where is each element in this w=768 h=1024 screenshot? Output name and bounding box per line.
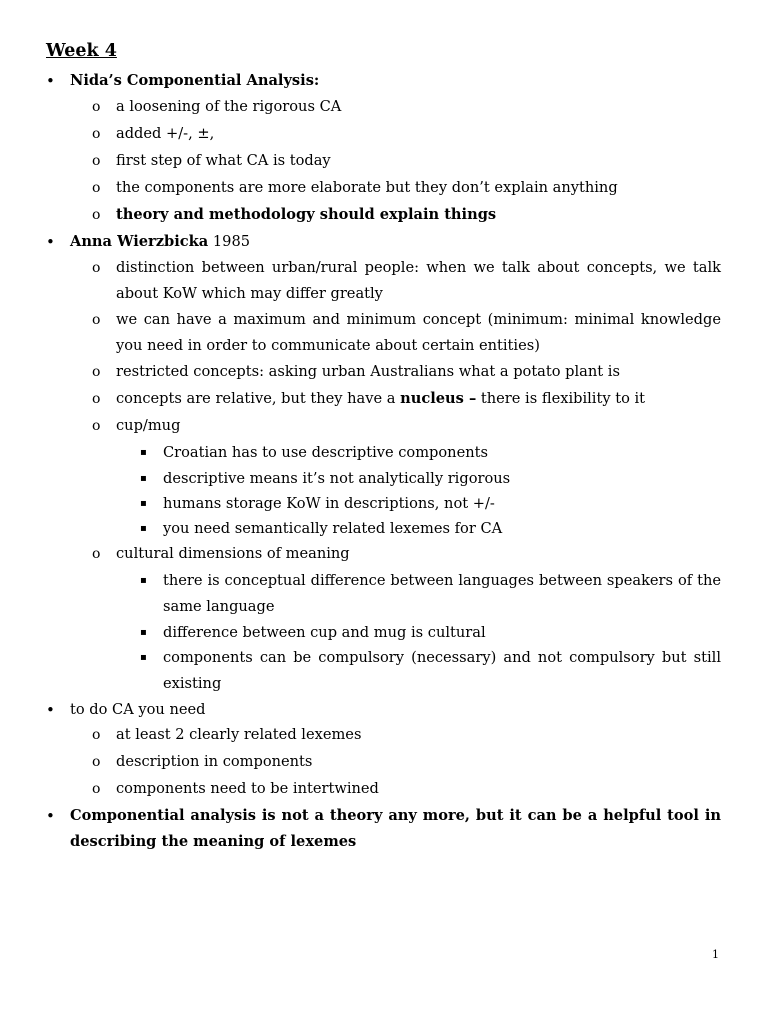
list-item: cultural dimensions of meaning bbox=[116, 545, 350, 562]
list-item: at least 2 clearly related lexemes bbox=[116, 726, 362, 743]
bullet-marker: • bbox=[46, 701, 55, 719]
subbullet-marker: o bbox=[92, 153, 101, 169]
text-before: concepts are relative, but they have a bbox=[116, 390, 401, 407]
square-bullet-marker: ▪ bbox=[140, 447, 147, 458]
square-bullet-marker: ▪ bbox=[140, 627, 147, 638]
list-item: added +/-, ±, bbox=[116, 125, 215, 142]
subbullet-marker: o bbox=[92, 754, 101, 770]
subbullet-marker: o bbox=[92, 391, 101, 407]
list-item: distinction between urban/rural people: when we talk about concepts, we talk about KoW which may differ greatly bbox=[116, 259, 721, 302]
list-item: you need semantically related lexemes for CA bbox=[163, 520, 503, 537]
list-item: humans storage KoW in descriptions, not +/- bbox=[163, 495, 495, 512]
nida-colon: : bbox=[313, 72, 320, 89]
square-bullet-marker: ▪ bbox=[140, 575, 147, 586]
nucleus-term: nucleus – bbox=[400, 390, 477, 407]
subbullet-marker: o bbox=[92, 99, 101, 115]
subbullet-marker: o bbox=[92, 418, 101, 434]
square-bullet-marker: ▪ bbox=[140, 498, 147, 509]
list-item: we can have a maximum and minimum concept (minimum: minimal knowledge you need in order to communicate about certain entities) bbox=[116, 311, 721, 354]
list-item-anna bbox=[70, 229, 721, 255]
subbullet-marker: o bbox=[92, 312, 101, 328]
subbullet-marker: o bbox=[92, 207, 101, 223]
subbullet-marker: o bbox=[92, 260, 101, 276]
bullet-marker: • bbox=[46, 72, 55, 90]
list-item: first step of what CA is today bbox=[116, 152, 331, 169]
subbullet-marker: o bbox=[92, 546, 101, 562]
list-item: Croatian has to use descriptive components bbox=[163, 444, 488, 461]
nida-label: Nida’s Componential Analysis bbox=[70, 72, 314, 89]
list-item: there is conceptual difference between languages between speakers of the same language bbox=[163, 572, 721, 615]
subbullet-marker: o bbox=[92, 781, 101, 797]
page-heading: Week 4 bbox=[46, 41, 117, 61]
page-number: 1 bbox=[712, 948, 719, 961]
list-item: components can be compulsory (necessary) and not compulsory but still existing bbox=[163, 649, 721, 692]
list-item: restricted concepts: asking urban Australians what a potato plant is bbox=[116, 363, 620, 380]
list-item-nucleus bbox=[116, 386, 721, 412]
list-item-conclusion: Componential analysis is not a theory any more, but it can be a helpful tool in describing the meaning of lexemes bbox=[70, 807, 721, 850]
text-after: there is flexibility to it bbox=[476, 390, 646, 407]
bullet-marker: • bbox=[46, 807, 55, 825]
author-year: 1985 bbox=[208, 233, 251, 250]
square-bullet-marker: ▪ bbox=[140, 473, 147, 484]
subbullet-marker: o bbox=[92, 180, 101, 196]
list-item: components need to be intertwined bbox=[116, 780, 379, 797]
list-item: the components are more elaborate but they don’t explain anything bbox=[116, 179, 618, 196]
list-item-nida bbox=[70, 68, 721, 94]
square-bullet-marker: ▪ bbox=[140, 523, 147, 534]
square-bullet-marker: ▪ bbox=[140, 652, 147, 663]
subbullet-marker: o bbox=[92, 126, 101, 142]
list-item: description in components bbox=[116, 753, 313, 770]
list-item: cup/mug bbox=[116, 417, 181, 434]
subbullet-marker: o bbox=[92, 727, 101, 743]
subbullet-marker: o bbox=[92, 364, 101, 380]
list-item: a loosening of the rigorous CA bbox=[116, 98, 342, 115]
bullet-marker: • bbox=[46, 233, 55, 251]
list-item: difference between cup and mug is cultural bbox=[163, 624, 486, 641]
list-item: descriptive means it’s not analytically rigorous bbox=[163, 470, 511, 487]
author-name: Anna Wierzbicka bbox=[70, 233, 209, 250]
list-item-emphasis: theory and methodology should explain things bbox=[116, 206, 497, 223]
list-item: to do CA you need bbox=[70, 701, 206, 718]
